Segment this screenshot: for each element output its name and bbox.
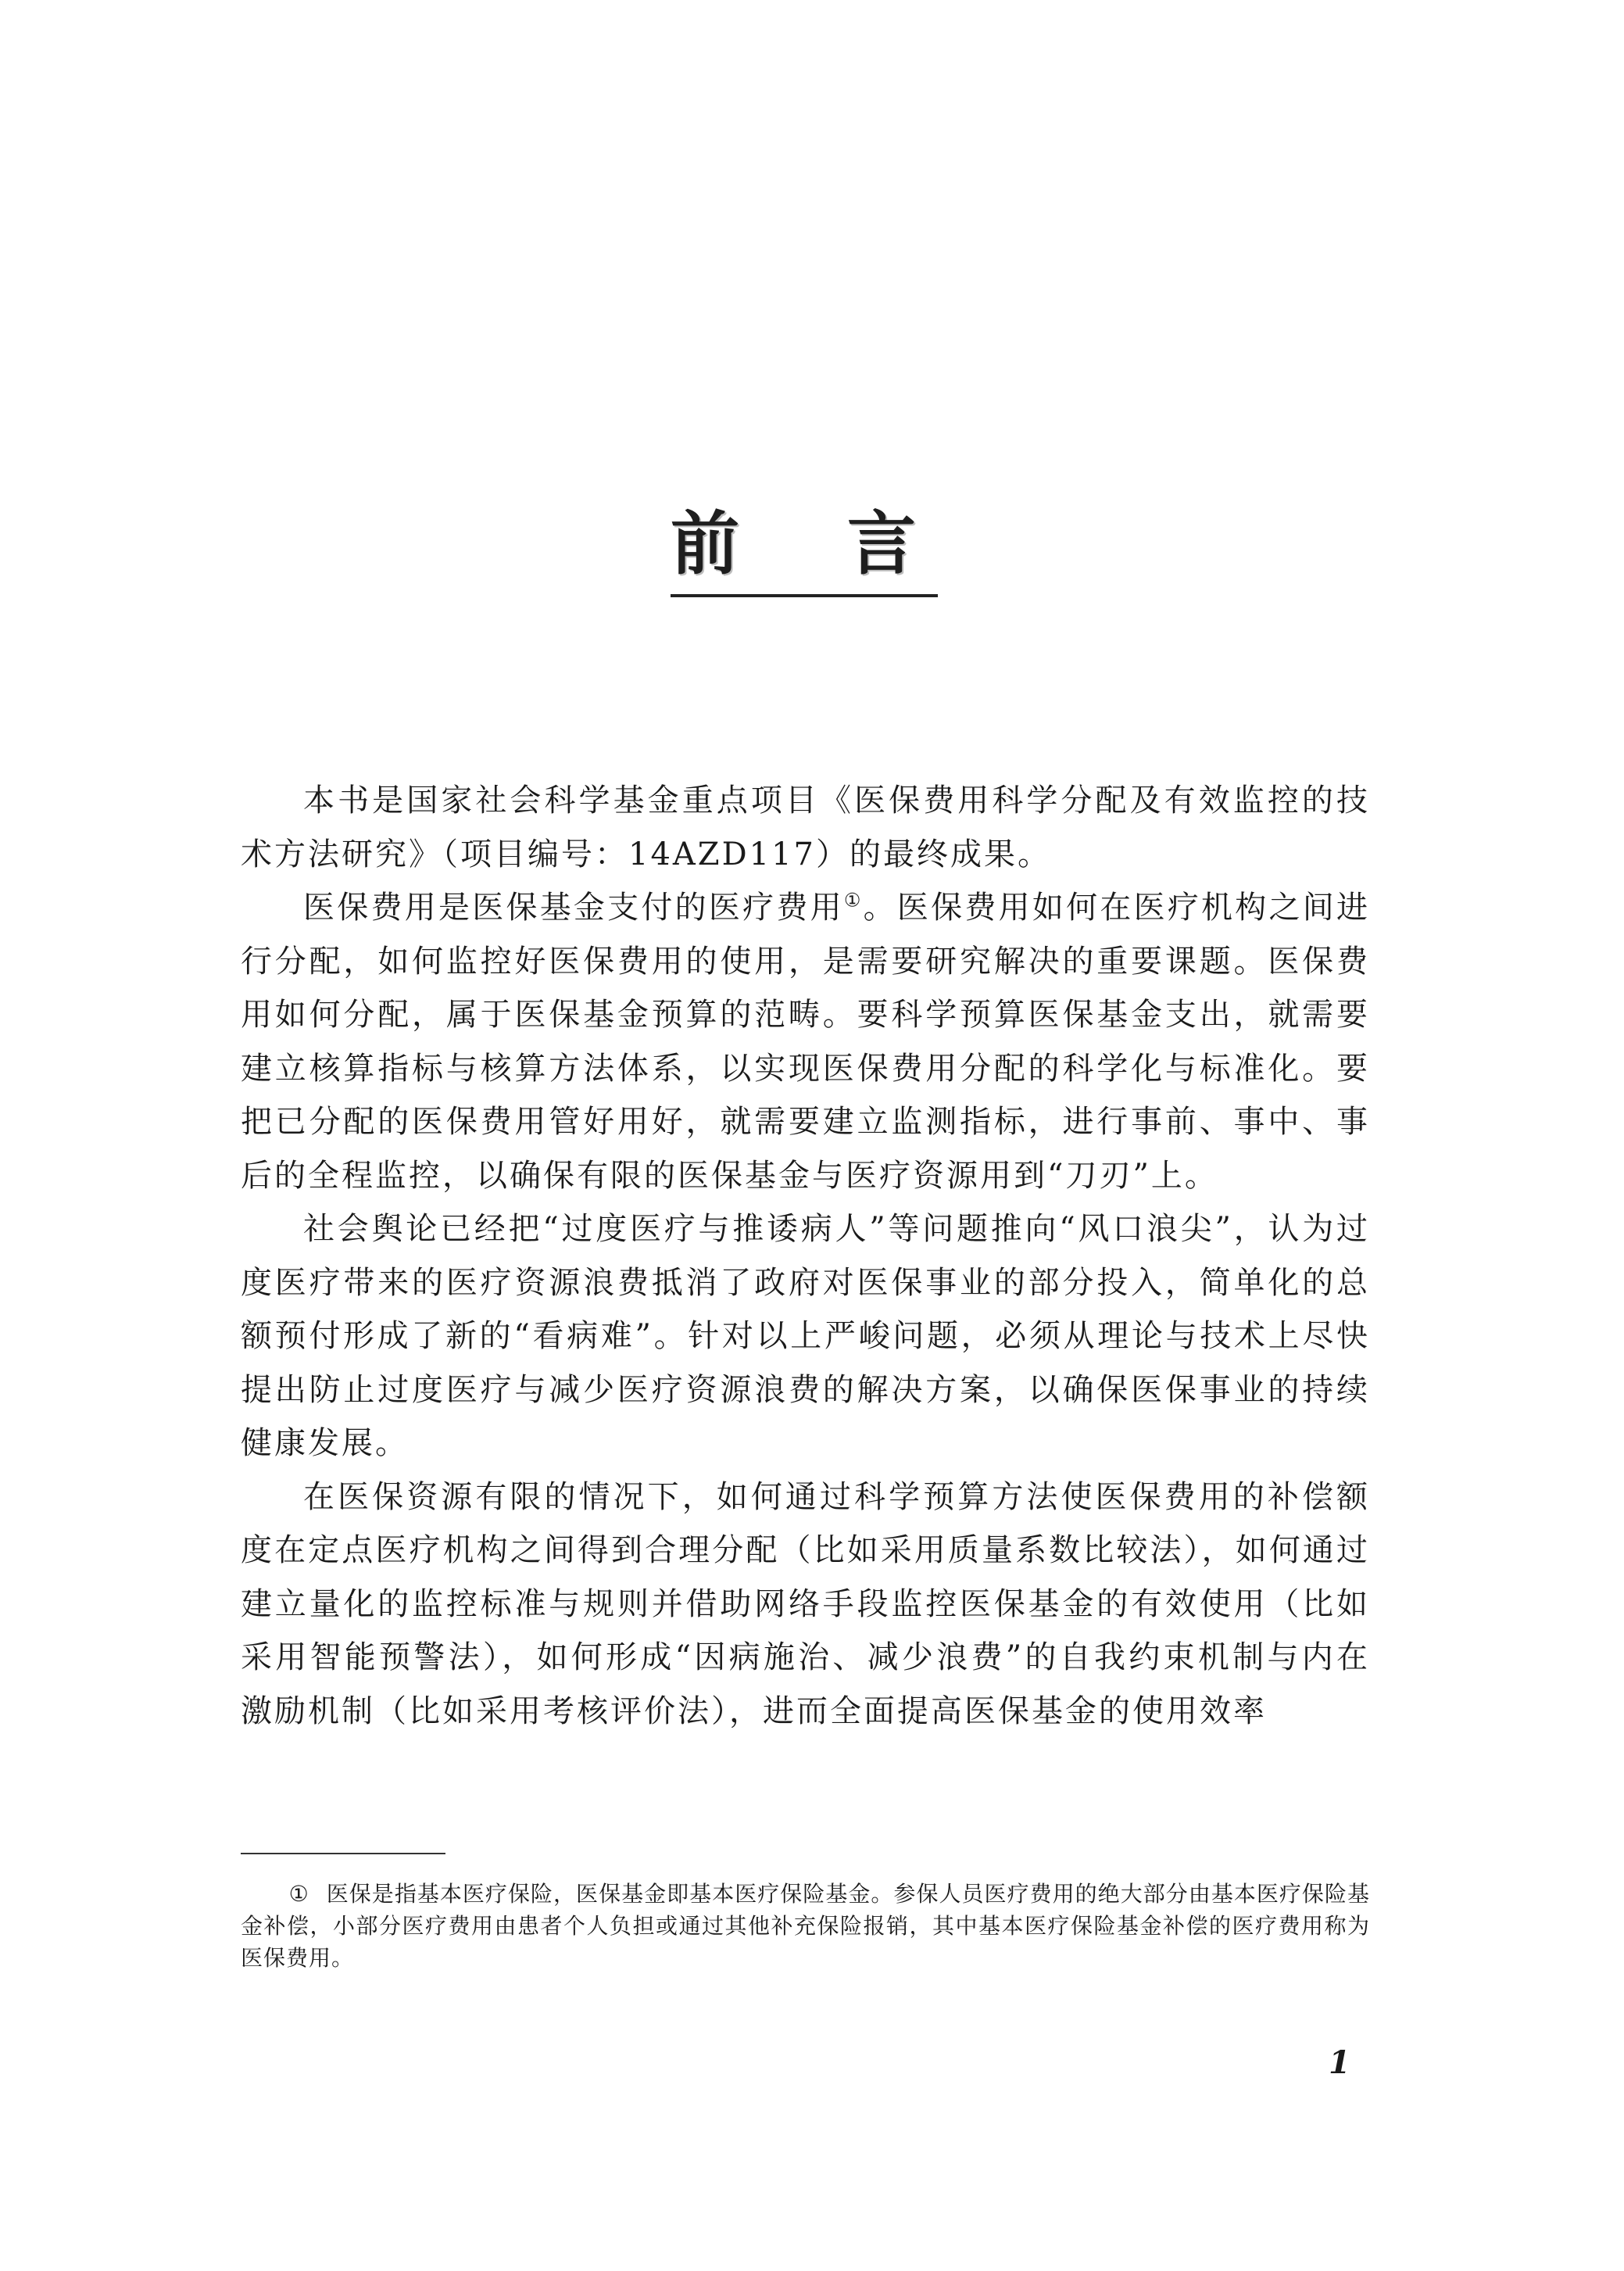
paragraph-2 xyxy=(241,881,1370,1202)
paragraph-2-text-before-note: 医保费用是医保基金支付的医疗费用 xyxy=(303,890,844,926)
page-number: 1 xyxy=(1329,2044,1350,2081)
paragraph-2-text-after-note: 。医保费用如何在医疗机构之间进行分配，如何监控好医保费用的使用，是需要研究解决的重要课题。医保费用如何分配，属于医保基金预算的范畴。要科学预算医保基金支出，就需要建立核算指标与核算方法体系，以实现医保费用分配的科学化与标准化。要把已分配的医保费用管好用好，就需要建立监测指标，进行事前、事中、事后的全程监控，以确保有限的医保基金与医疗资源用到“刀刃”上。 xyxy=(241,890,1371,1194)
paragraph-1: 本书是国家社会科学基金重点项目《医保费用科学分配及有效监控的技术方法研究》（项目编号：14AZD117）的最终成果。 xyxy=(241,783,1370,872)
body-text xyxy=(241,774,1370,1738)
footnote xyxy=(241,1878,1370,1974)
paragraph-4: 在医保资源有限的情况下，如何通过科学预算方法使医保费用的补偿额度在定点医疗机构之间得到合理分配（比如采用质量系数比较法），如何通过建立量化的监控标准与规则并借助网络手段监控医保基金的有效使用（比如采用智能预警法），如何形成“因病施治、减少浪费”的自我约束机制与内在激励机制（比如采用考核评价法），进而全面提高医保基金的使用效率 xyxy=(241,1478,1370,1729)
paragraph-3: 社会舆论已经把“过度医疗与推诿病人”等问题推向“风口浪尖”，认为过度医疗带来的医疗资源浪费抵消了政府对医保事业的部分投入，简单化的总额预付形成了新的“看病难”。针对以上严峻问题，必须从理论与技术上尽快提出防止过度医疗与减少医疗资源浪费的解决方案，以确保医保事业的持续健康发展。 xyxy=(241,1211,1370,1461)
footnote-mark: ① xyxy=(288,1881,309,1907)
footnote-separator xyxy=(241,1853,445,1854)
footnote-reference[interactable]: ① xyxy=(843,889,864,912)
chapter-title xyxy=(671,500,936,594)
title-underline xyxy=(671,594,938,597)
title-char-yan: 言 xyxy=(847,503,917,584)
footnote-text: 医保是指基本医疗保险，医保基金即基本医疗保险基金。参保人员医疗费用的绝大部分由基本医疗保险基金补偿，小部分医疗费用由患者个人负担或通过其他补充保险报销，其中基本医疗保险基金补偿的医疗费用称为医保费用。 xyxy=(241,1881,1370,1971)
title-char-qian: 前 xyxy=(671,503,740,584)
